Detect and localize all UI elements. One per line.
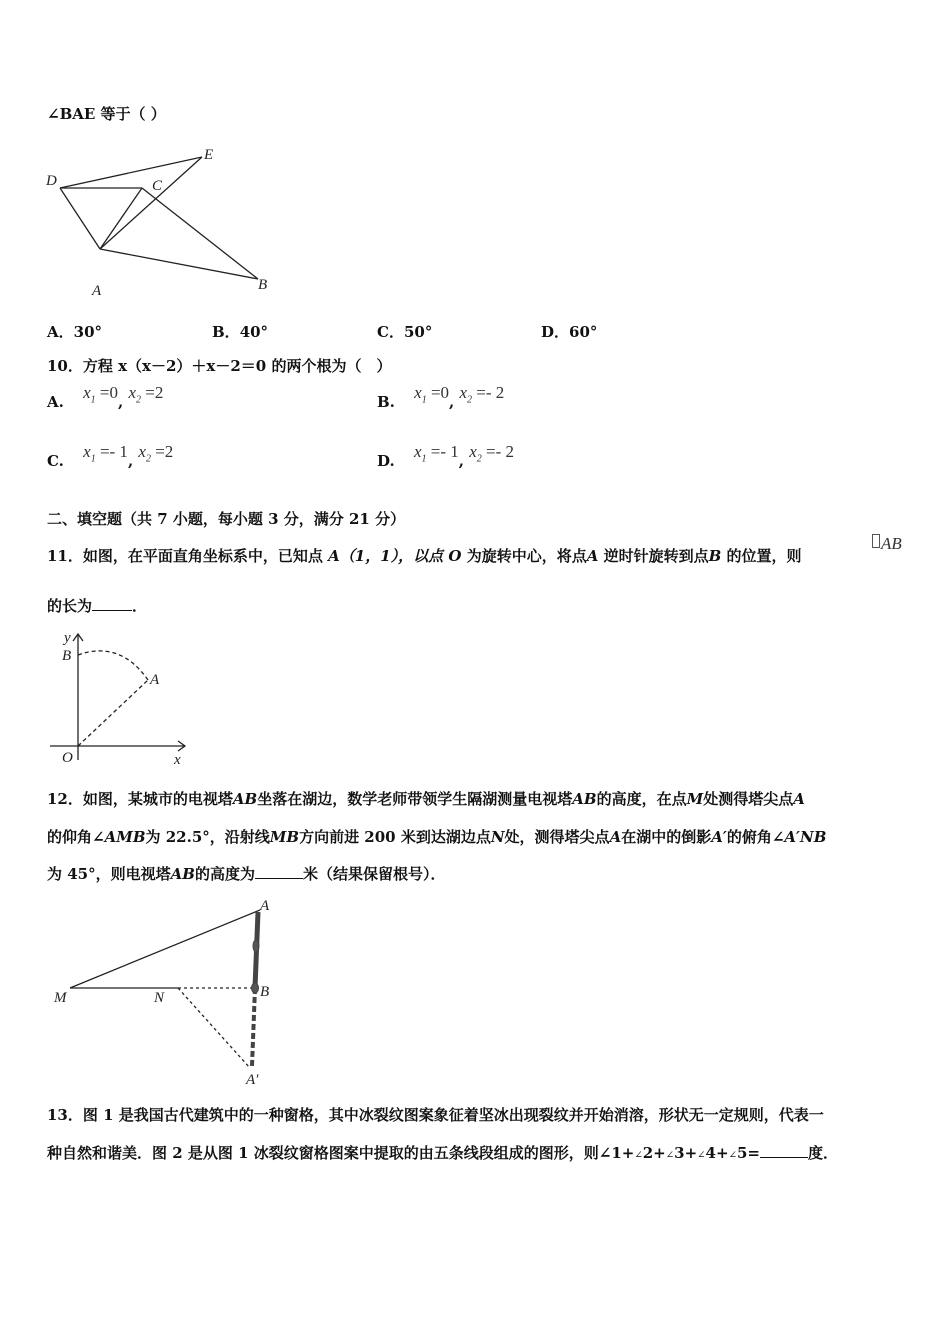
answer-blank[interactable] [760, 1143, 808, 1158]
root-x2: $x_2 =- 2$ [459, 383, 505, 406]
q11-line1: 11．如图，在平面直角坐标系中，已知点 A（1，1），以点 O 为旋转中心，将点A 逆时针旋转到点B 的位置，则 [47, 547, 802, 565]
tv-tower [252, 912, 260, 1066]
label-D: D [46, 173, 57, 189]
option-letter: A. [47, 393, 64, 411]
q9-figure [40, 145, 280, 299]
q13-line1: 13．图 1 是我国古代建筑中的一种窗格，其中冰裂纹图案象征着坚冰出现裂纹并开始消溶，形状无一定规则，代表一 [47, 1106, 824, 1124]
q9-option-d [541, 321, 597, 342]
root-x1: $x_1 =- 1$ [413, 442, 459, 465]
label-E: E [204, 147, 214, 163]
arc-ab-symbol: AB [872, 534, 902, 554]
q12-line3: 为 45°，则电视塔AB的高度为 米（结果保留根号）． [47, 865, 446, 883]
answer-blank[interactable] [92, 596, 132, 611]
label-B: B [260, 984, 270, 1000]
segment-MA [70, 910, 260, 988]
label-N: N [154, 990, 165, 1006]
q12-figure [50, 898, 310, 1088]
q10-option-b: B. $x_1 =0$, $x_2 =- 2$ [377, 383, 505, 411]
root-x2: $x_2 =- 2$ [469, 442, 514, 465]
option-letter: A． [47, 323, 74, 341]
option-value: 40° [239, 323, 269, 341]
option-letter: B． [212, 323, 240, 341]
option-letter: C. [47, 452, 64, 470]
label-M: M [54, 990, 67, 1006]
segment-oa [78, 680, 148, 746]
q11-figure [40, 628, 200, 768]
option-letter: B. [377, 393, 395, 411]
label-A: A [150, 672, 160, 688]
option-letter: C． [377, 323, 404, 341]
root-x2: $x_2 =2$ [128, 383, 164, 406]
root-x2: $x_2 =2$ [138, 442, 174, 465]
q9-option-b [212, 321, 268, 342]
answer-blank[interactable] [255, 864, 303, 879]
arc-ba [78, 651, 148, 680]
root-x1: $x_1 =- 1$ [83, 442, 128, 465]
segment-CA [100, 188, 142, 249]
label-O: O [62, 750, 73, 766]
label-A: A [260, 898, 270, 914]
option-value: 50° [403, 323, 433, 341]
segment-DE [60, 157, 202, 188]
q10-option-a: A. $x_1 =0$, $x_2 =2$ [47, 383, 164, 411]
q12-line1: 12．如图，某城市的电视塔AB坐落在湖边，数学老师带领学生隔湖测量电视塔AB的高度，在点M处测得塔尖点A [47, 790, 805, 808]
q9-stem-end: ∠BAE 等于（ ） [47, 105, 166, 123]
segment-AB [100, 249, 258, 279]
label-B: B [62, 648, 72, 664]
q10-option-c: C. $x_1 =- 1$, $x_2 =2$ [47, 442, 174, 470]
option-letter: D． [541, 323, 570, 341]
q10-option-d: D. $x_1 =- 1$, $x_2 =- 2$ [377, 442, 514, 470]
q13-line2: 种自然和谐美．图 2 是从图 1 冰裂纹窗格图案中提取的由五条线段组成的图形，则∠1+∠2+∠3+∠4+∠5= 度． [47, 1144, 838, 1162]
option-value: 30° [73, 323, 103, 341]
q9-option-c [377, 321, 432, 342]
q10-stem: 10．方程 x（x－2）＋x－2＝0 的两个根为（ ） [47, 357, 392, 375]
q11-line2: 的长为 ． [47, 597, 148, 615]
q12-line2: 的仰角∠AMB为 22.5°，沿射线MB方向前进 200 米到达湖边点N处，测得塔尖点A在湖中的倒影A′的俯角∠A′NB [47, 828, 827, 846]
segment-DA [60, 188, 100, 249]
q9-option-a [47, 321, 102, 342]
section-heading: 二、填空题（共 7 小题，每小题 3 分，满分 21 分） [47, 510, 406, 528]
segment-CB [142, 188, 258, 279]
label-B: B [258, 277, 268, 293]
root-x1: $x_1 =0$ [414, 383, 450, 406]
option-value: 60° [569, 323, 598, 341]
label-C: C [152, 178, 163, 194]
label-A-prime: A′ [246, 1072, 259, 1088]
segment-AE [100, 157, 202, 249]
label-A: A [92, 283, 102, 299]
option-letter: D. [377, 452, 395, 470]
label-x: x [174, 752, 181, 768]
label-y: y [64, 630, 71, 646]
root-x1: $x_1 =0$ [83, 383, 118, 406]
segment-NA2 [178, 988, 250, 1068]
